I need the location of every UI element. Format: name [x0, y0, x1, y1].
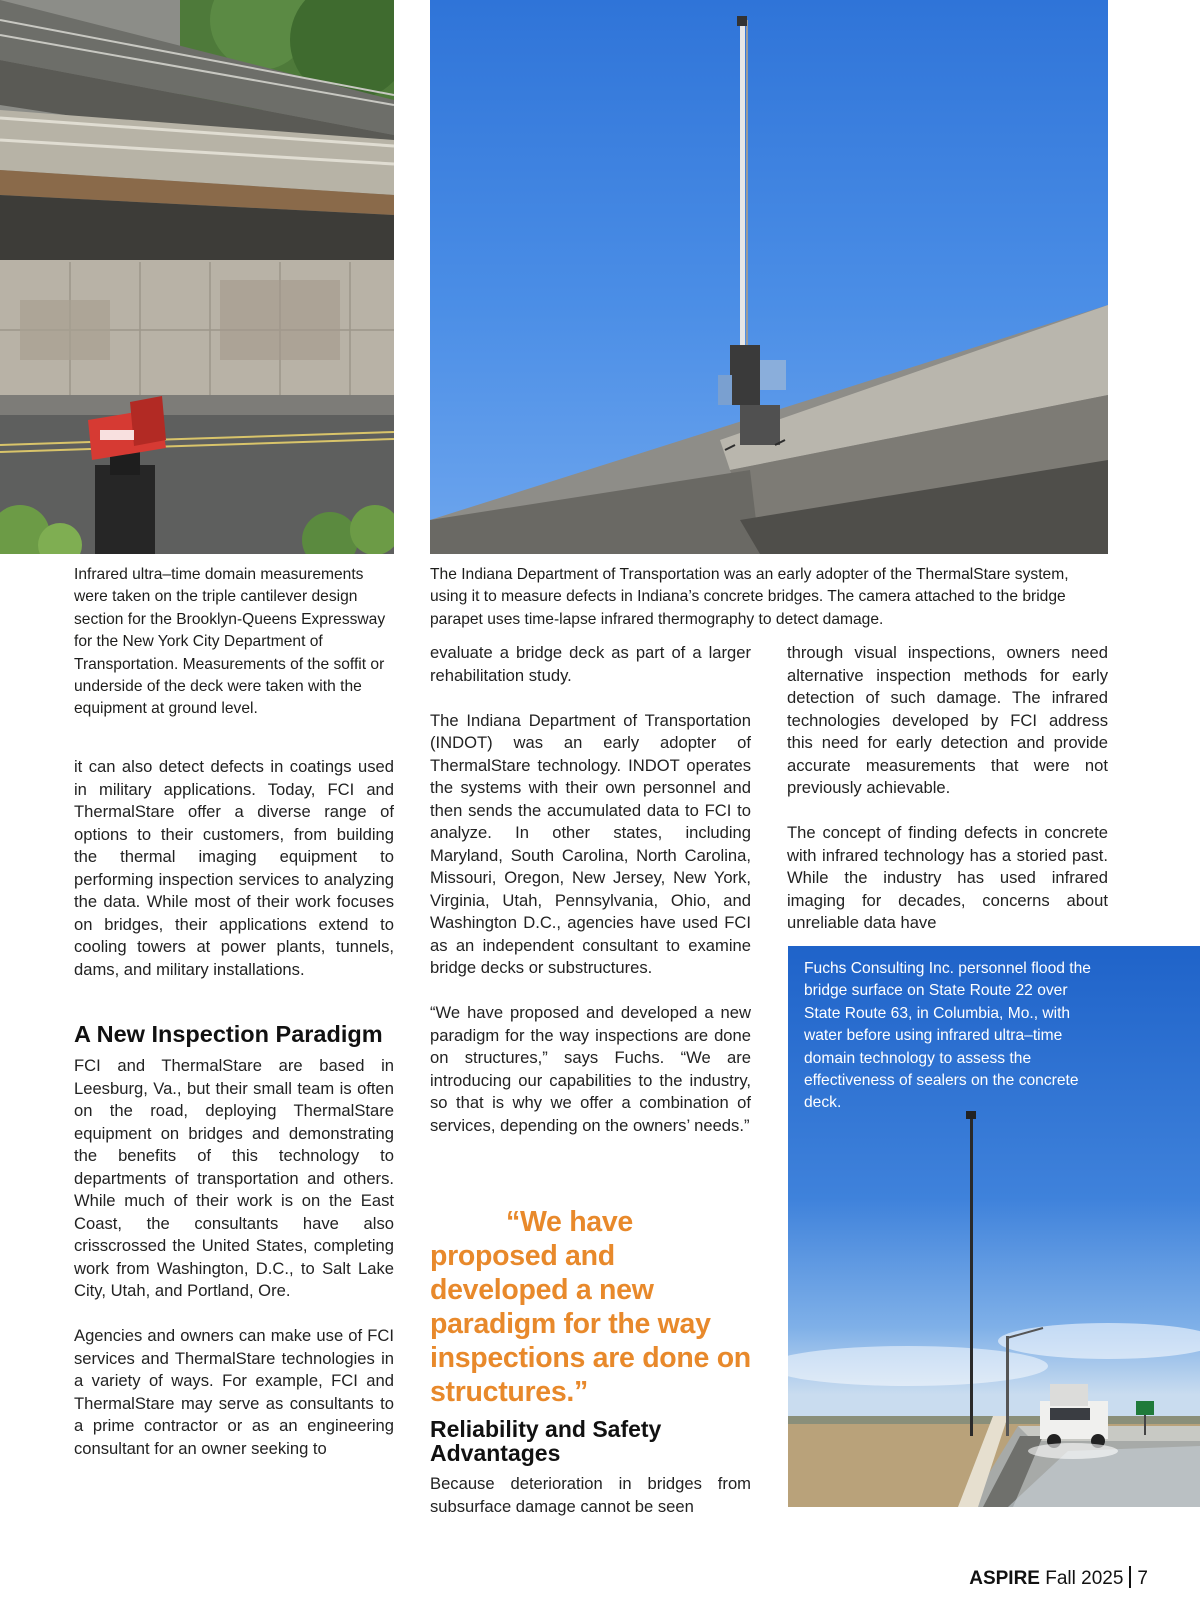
body-paragraph: through visual inspections, owners need alternative inspection methods for early detection of such damage. The infrared technologies developed by FCI address this need for early detection and provide accurate measurements that were not previously achievable. — [787, 643, 1108, 797]
caption-indot: The Indiana Department of Transportation was an early adopter of the ThermalStare system, using it to measure defects in Indiana’s concrete bridges. The camera attached to the bridge parapet uses time-lapse infrared thermography to detect damage. — [430, 566, 1069, 628]
column-1-bottom — [74, 1055, 394, 1460]
body-paragraph: “We have proposed and developed a new paradigm for the way inspections are done on structures,” says Fuchs. “We are introducing our capabilities to the industry, so that is why we offer a combination of services, depending on the owners’ needs.” — [430, 1003, 751, 1135]
footer-divider — [1129, 1566, 1131, 1588]
section-heading-paradigm: A New Inspection Paradigm — [74, 1021, 383, 1047]
column-3 — [787, 642, 1108, 935]
pull-quote-rest: proposed and developed a new paradigm for the way inspections are done on structures.” — [430, 1240, 751, 1408]
body-paragraph: Agencies and owners can make use of FCI services and ThermalStare technologies in a variety of ways. For example, FCI and ThermalStare may serve as consultants to a prime contractor or as an engineering consultant for an owner seeking to — [74, 1326, 394, 1458]
column-1-top — [74, 756, 394, 981]
pull-quote-first-line: “We have — [506, 1206, 633, 1238]
issue-label: Fall 2025 — [1045, 1568, 1124, 1589]
photo-bqe-cantilever — [0, 0, 394, 554]
photo-indot-illustration — [430, 0, 1108, 554]
body-paragraph: it can also detect defects in coatings used in military applications. Today, FCI and ThermalStare offer a diverse range of options to their customers, from building the thermal imaging equipment to performing inspection services to analyzing the data. While most of their work focuses on bridges, their applications extend to cooling towers at power plants, tunnels, dams, and military installations. — [74, 757, 394, 979]
section-heading-reliability: Reliability and Safety Advantages — [430, 1416, 662, 1466]
column-2-bottom — [430, 1473, 751, 1518]
page-footer — [969, 1566, 1148, 1591]
column-2-top — [430, 642, 751, 1137]
photo-indot-parapet — [430, 0, 1108, 554]
photo-bqe-illustration — [0, 0, 394, 554]
body-paragraph: FCI and ThermalStare are based in Leesburg, Va., but their small team is often on the road, deploying ThermalStare equipment on bridges and demonstrating the benefits of this technology to departments of transportation and others. While much of their work is on the East Coast, the consultants have also crisscrossed the United States, completing work from Washington, D.C., to Salt Lake City, Utah, and Portland, Ore. — [74, 1056, 394, 1300]
caption-missouri: Fuchs Consulting Inc. personnel flood the bridge surface on State Route 22 over State Route 63, in Columbia, Mo., with water before using infrared ultra–time domain technology to assess the effectiveness of sealers on the concrete deck. — [804, 960, 1091, 1112]
magazine-name: ASPIRE — [969, 1568, 1040, 1589]
body-paragraph: Because deterioration in bridges from subsurface damage cannot be seen — [430, 1474, 751, 1516]
caption-bqe: Infrared ultra–time domain measurements were taken on the triple cantilever design section for the Brooklyn-Queens Expressway for the New York City Department of Transportation. Measurements of the soffit or underside of the deck were taken with the equipment at ground level. — [74, 566, 386, 718]
pull-quote — [430, 1205, 760, 1409]
page-number: 7 — [1137, 1568, 1148, 1589]
body-paragraph: evaluate a bridge deck as part of a larger rehabilitation study. — [430, 643, 751, 685]
body-paragraph: The concept of finding defects in concrete with infrared technology has a storied past. While the industry has used infrared imaging for decades, concerns about unreliable data have — [787, 823, 1108, 932]
body-paragraph: The Indiana Department of Transportation (INDOT) was an early adopter of ThermalStare technology. INDOT operates the systems with their own personnel and then sends the accumulated data to FCI to analyze. In other states, including Maryland, South Carolina, North Carolina, Missouri, Oregon, New Jersey, New York, Virginia, Utah, Pennsylvania, Ohio, and Washington D.C., agencies have used FCI as an independent consultant to examine bridge decks or substructures. — [430, 710, 751, 977]
